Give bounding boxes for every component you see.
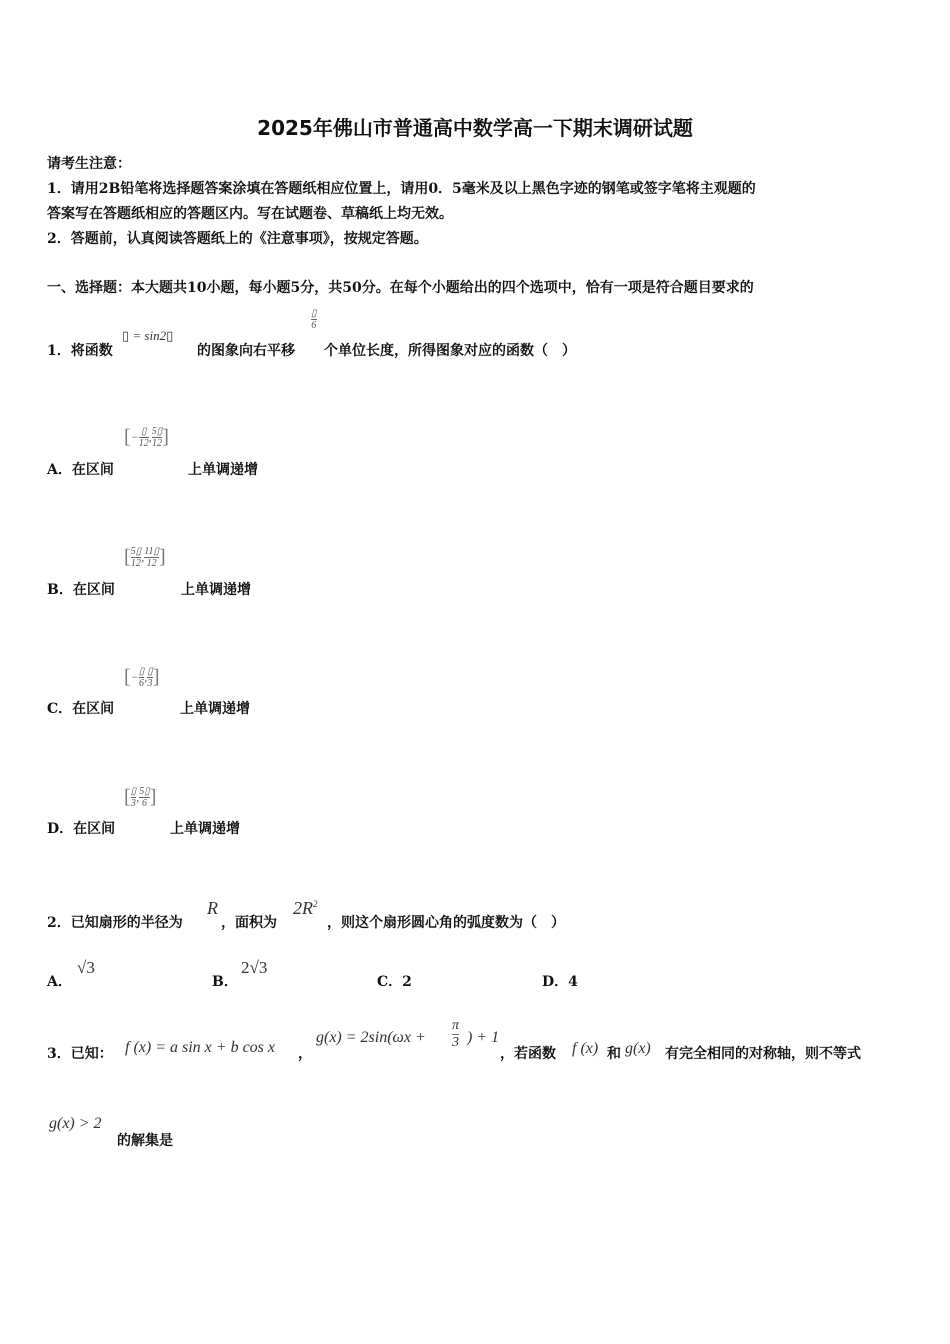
q2-area [293,898,318,919]
q3-suffix: 有完全相同的对称轴，则不等式 [665,1046,861,1062]
q3-mid-text: ，若函数 [500,1046,556,1062]
q1-option-a-pre: 在区间 [71,462,114,478]
q1-option-b [47,579,115,599]
q1-prefix: 1．将函数 [47,343,113,359]
q1-shift-den: 6 [311,320,317,331]
q2-option-c [377,971,412,991]
q1-option-a-post: 上单调递增 [188,462,258,478]
q1-option-b-post: 上单调递增 [181,582,251,598]
q3-f-expression: f (x) = a sin x + b cos x [125,1039,275,1056]
q3-gx: g(x) [625,1040,651,1057]
q2-mid-text: ，面积为 [221,915,277,931]
q1-option-c-pre: 在区间 [72,701,115,717]
q1-option-b-interval: [ $\frac{5▯}{12}$ , $\frac{11▯}{12}$ ] [124,546,166,569]
q1-shift-fraction [311,308,317,331]
q2-area-exp: 2 [313,899,318,909]
q3-g-num: π [452,1018,460,1033]
q3-fx: f (x) [572,1040,599,1057]
q1-option-d-post: 上单调递增 [170,821,240,837]
q3-and: 和 [607,1046,621,1062]
q1-option-c-post: 上单调递增 [180,701,250,717]
q1-option-a [47,459,114,479]
q3-g-fraction [452,1018,459,1051]
q1-option-d-label: D． [47,821,74,837]
notice-line-1b: 答案写在答题纸相应的答题区内。写在试题卷、草稿纸上均无效。 [47,206,453,222]
q1-option-d-pre: 在区间 [73,821,116,837]
q1-shift-num: ▯ [311,308,317,319]
q2-radius: R [207,898,218,918]
q1-option-b-label: B． [47,582,73,598]
q3-inequality: g(x) > 2 [49,1115,102,1132]
q2-suffix: ，则这个扇形圆心角的弧度数为（ ） [327,915,565,931]
page-title: 2025年佛山市普通高中数学高一下期末调研试题 [257,116,693,140]
q1-option-d [47,818,115,838]
q2-option-a-label: A． [47,974,72,990]
q1-function: ▯ = sin2▯ [122,328,174,343]
q1-option-a-label: A． [47,462,72,478]
section-heading: 一、选择题：本大题共10小题，每小题5分，共50分。在每个小题给出的四个选项中，恰有一项是符合题目要求的 [47,280,754,296]
q2-option-d [542,971,578,991]
q2-prefix: 2．已知扇形的半径为 [47,915,183,931]
q2-option-b-value: 2√3 [241,958,268,977]
q1-option-b-pre: 在区间 [72,582,115,598]
q2-area-base: 2R [293,898,313,918]
q3-prefix: 3．已知： [47,1046,113,1062]
q1-option-a-interval: [ − $\frac{▯}{12}$ , $\frac{5▯}{12}$ ] [124,426,169,449]
q2-option-b-label: B． [212,974,238,990]
notice-line-1a: 1．请用2B铅笔将选择题答案涂填在答题纸相应位置上，请用0．5毫米及以上黑色字迹的钢笔或签字笔将主观题的 [47,181,756,197]
q1-option-c-label: C． [47,701,73,717]
q2-option-d-value: 4 [568,974,578,990]
q2-option-d-label: D． [542,974,569,990]
q1-suffix: 个单位长度，所得图象对应的函数（ ） [324,343,576,359]
q1-option-c [47,698,114,718]
q2-option-c-label: C． [377,974,403,990]
notice-line-2: 2．答题前，认真阅读答题纸上的《注意事项》，按规定答题。 [47,231,428,247]
q3-g-den: 3 [452,1035,459,1050]
notice-heading: 请考生注意： [47,156,131,172]
q1-mid-text: 的图象向右平移 [197,343,295,359]
q3-g-post: ) + 1 [467,1029,500,1046]
q3-comma: ， [298,1046,312,1062]
q2-option-c-value: 2 [402,974,412,990]
q3-g-pre: g(x) = 2sin(ωx + [316,1029,426,1046]
q1-option-c-interval: [ − $\frac{▯}{6}$ , $\frac{▯}{3}$ ] [124,666,160,689]
q3-ineq-suffix: 的解集是 [117,1133,173,1149]
q1-option-d-interval: [ $\frac{▯}{3}$ , $\frac{5▯}{6}$ ] [124,786,157,809]
q2-option-a-value: √3 [77,958,95,977]
